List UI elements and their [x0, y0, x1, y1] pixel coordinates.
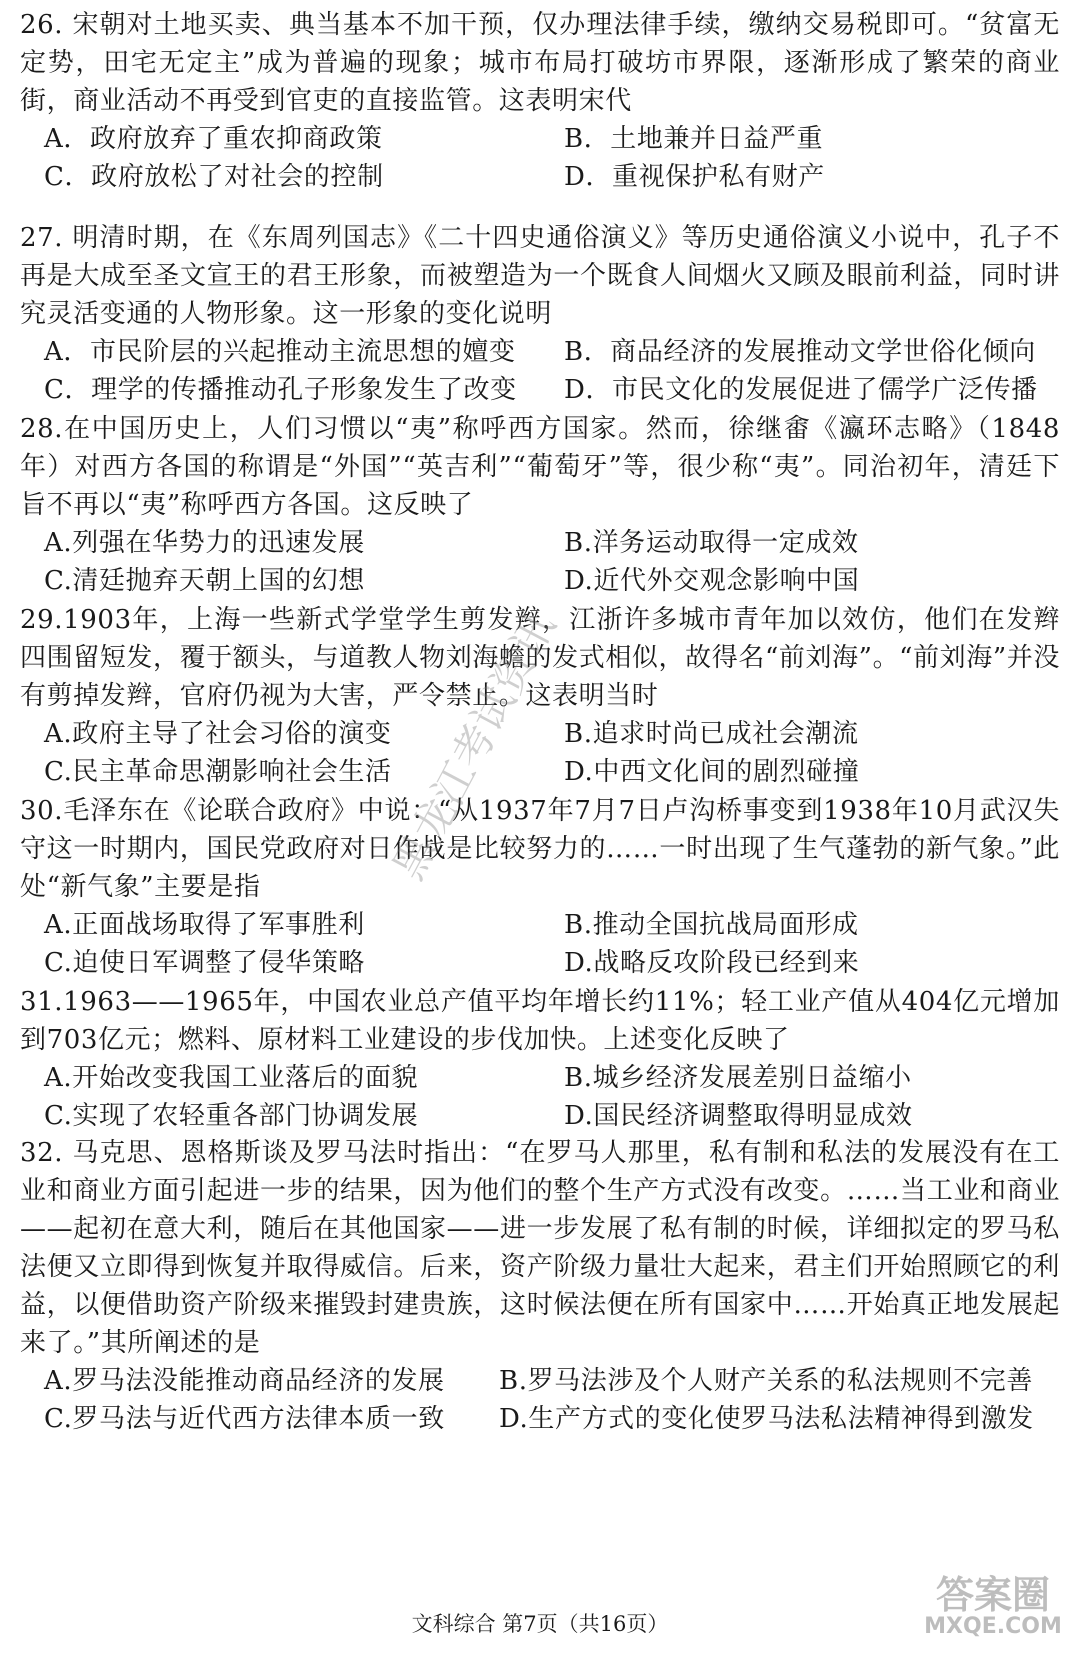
logo-domain: MXQE.COM: [924, 1614, 1062, 1639]
option-a: A.列强在华势力的迅速发展: [44, 528, 365, 558]
option-b: B.城乡经济发展差别日益缩小: [564, 1063, 912, 1093]
question-stem: 27. 明清时期，在《东周列国志》《二十四史通俗演义》等历史通俗演义小说中，孔子不再是大成至圣文宣王的君王形象，而被塑造为一个既食人间烟火又顾及眼前利益，同时讲究灵活变通的人物形象。这一形象的变化说明: [20, 223, 1060, 329]
option-d: D.近代外交观念影响中国: [564, 566, 860, 596]
option-b: B.推动全国抗战局面形成: [564, 910, 859, 940]
question-stem: 31.1963——1965年，中国农业总产值平均年增长约11%；轻工业产值从404亿元增加到703亿元；燃料、原材料工业建设的步伐加快。上述变化反映了: [20, 987, 1060, 1055]
options: [20, 524, 1060, 600]
question-28: [20, 410, 1060, 600]
option-a: A．市民阶层的兴起推动主流思想的嬗变: [44, 337, 516, 367]
option-a: A.正面战场取得了军事胜利: [44, 910, 365, 940]
options: [20, 715, 1060, 791]
option-b: B.追求时尚已成社会潮流: [564, 719, 859, 749]
option-c: C.清廷抛弃天朝上国的幻想: [44, 566, 366, 596]
question-32: [20, 1134, 1060, 1438]
question-stem: 26. 宋朝对土地买卖、典当基本不加干预，仅办理法律手续，缴纳交易税即可。“贫富无定势，田宅无定主”成为普遍的现象；城市布局打破坊市界限，逐渐形成了繁荣的商业街，商业活动不再受到官吏的直接监管。这表明宋代: [20, 10, 1060, 116]
option-d: D.生产方式的变化使罗马法私法精神得到激发: [499, 1404, 1034, 1434]
question-27: [20, 219, 1060, 409]
question-stem: 32. 马克思、恩格斯谈及罗马法时指出：“在罗马人那里，私有制和私法的发展没有在工业和商业方面引起进一步的结果，因为他们的整个生产方式没有改变。……当工业和商业——起初在意大利，随后在其他国家——进一步发展了私有制的时候，详细拟定的罗马私法便又立即得到恢复并取得威信。后来，资产阶级力量壮大起来，君主们开始照顾它的利益，以便借助资产阶级来摧毁封建贵族，这时候法便在所有国家中……开始真正地发展起来了。”其所阐述的是: [20, 1138, 1060, 1358]
option-a: A．政府放弃了重农抑商政策: [44, 124, 383, 154]
option-b: B.洋务运动取得一定成效: [564, 528, 859, 558]
question-30: [20, 792, 1060, 982]
option-d: D.国民经济调整取得明显成效: [564, 1101, 913, 1131]
options: [20, 906, 1060, 982]
option-b: B．商品经济的发展推动文学世俗化倾向: [564, 337, 1036, 367]
watermark: 黑龙江考试资讯: [383, 604, 565, 888]
options: [20, 333, 1060, 409]
question-29: [20, 601, 1060, 791]
option-d: D．市民文化的发展促进了儒学广泛传播: [564, 375, 1038, 405]
question-26: [20, 6, 1060, 196]
option-c: C.实现了农轻重各部门协调发展: [44, 1101, 419, 1131]
options: [20, 120, 1060, 196]
option-d: D．重视保护私有财产: [564, 162, 825, 192]
option-a: A.政府主导了社会习俗的演变: [44, 719, 392, 749]
question-stem: 28.在中国历史上，人们习惯以“夷”称呼西方国家。然而，徐继畬《瀛环志略》（1848年）对西方各国的称谓是“外国”“英吉利”“葡萄牙”等，很少称“夷”。同治初年，清廷下旨不再以“夷”称呼西方各国。这反映了: [20, 414, 1060, 520]
option-b: B.罗马法涉及个人财产关系的私法规则不完善: [499, 1366, 1033, 1396]
option-b: B．土地兼并日益严重: [564, 124, 824, 154]
option-d: D.中西文化间的剧烈碰撞: [564, 757, 860, 787]
page-footer: 文科综合 第7页（共16页）: [411, 1612, 669, 1636]
question-stem: 29.1903年，上海一些新式学堂学生剪发辫，江浙许多城市青年加以效仿，他们在发辫四围留短发，覆于额头，与道教人物刘海蟾的发式相似，故得名“前刘海”。“前刘海”并没有剪掉发辫，官府仍视为大害，严令禁止。这表明当时: [20, 605, 1060, 711]
option-d: D.战略反攻阶段已经到来: [564, 948, 860, 978]
question-31: [20, 983, 1060, 1135]
options: [20, 1362, 1060, 1438]
logo-text: 答案圈: [935, 1573, 1050, 1617]
option-c: C.民主革命思潮影响社会生活: [44, 757, 392, 787]
question-stem: 30.毛泽东在《论联合政府》中说：“从1937年7月7日卢沟桥事变到1938年10月武汉失守这一时期内，国民党政府对日作战是比较努力的……一时出现了生气蓬勃的新气象。”此处“新气象”主要是指: [20, 796, 1060, 902]
option-c: C．理学的传播推动孔子形象发生了改变: [44, 375, 517, 405]
options: [20, 1059, 1060, 1135]
option-a: A.罗马法没能推动商品经济的发展: [44, 1366, 445, 1396]
option-c: C．政府放松了对社会的控制: [44, 162, 384, 192]
option-a: A.开始改变我国工业落后的面貌: [44, 1063, 419, 1093]
option-c: C.罗马法与近代西方法律本质一致: [44, 1404, 445, 1434]
option-c: C.迫使日军调整了侵华策略: [44, 948, 366, 978]
